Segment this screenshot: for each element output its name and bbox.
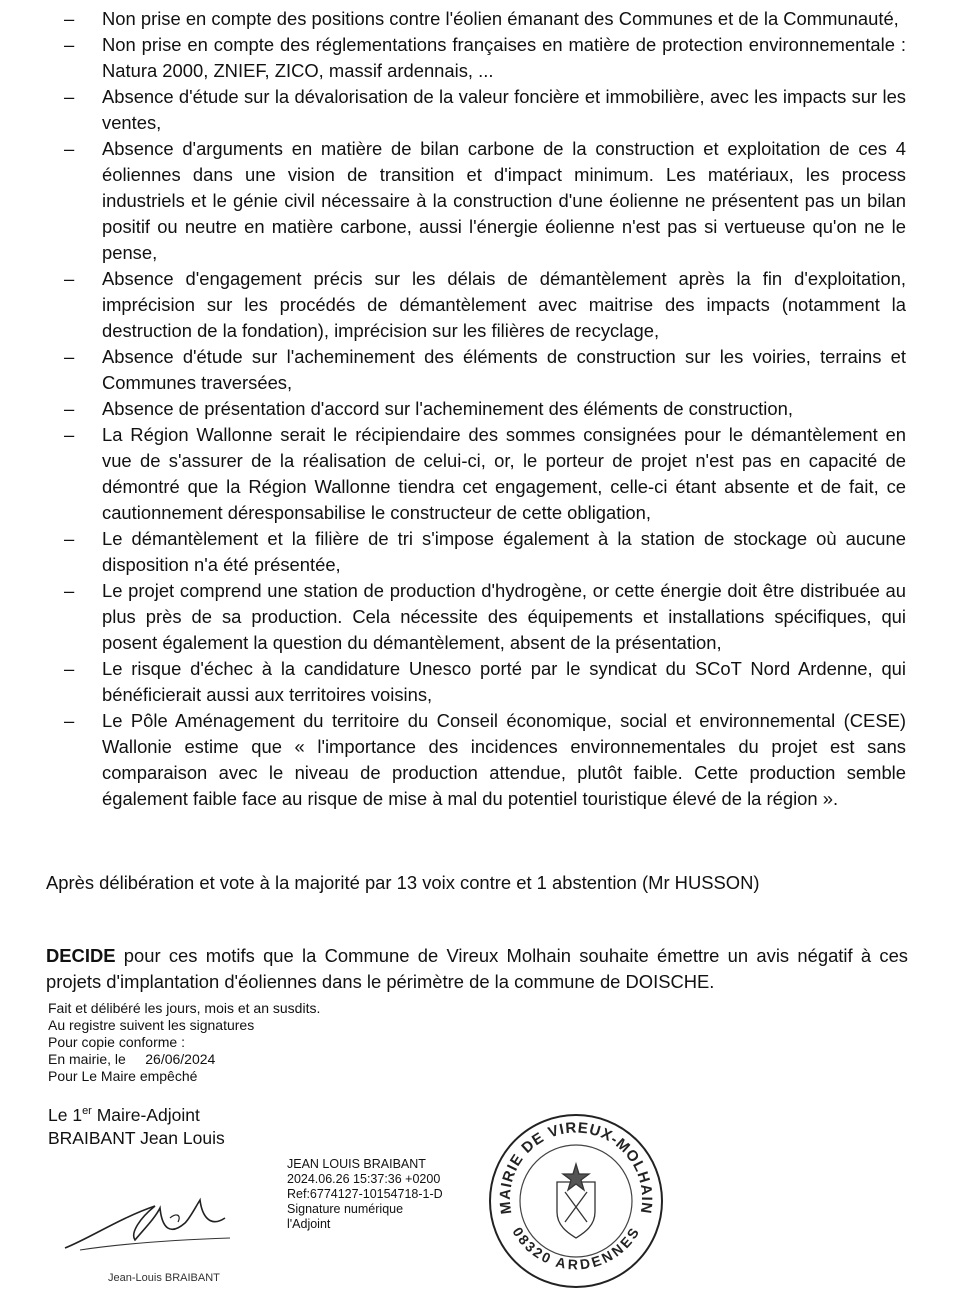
decision-paragraph [46, 943, 908, 995]
list-item [64, 578, 906, 656]
list-item-text: Absence d'étude sur la dévalorisation de la valeur foncière et immobilière, avec les impacts sur les ventes, [102, 86, 906, 133]
list-item [64, 32, 906, 84]
list-item-text: Non prise en compte des positions contre l'éolien émanant des Communes et de la Communauté, [102, 8, 899, 29]
bullet-dash: – [64, 528, 75, 549]
signatory-block [48, 1100, 225, 1150]
signatory-title-sup: er [82, 1105, 92, 1117]
bullet-dash: – [64, 86, 75, 107]
list-item [64, 6, 906, 32]
bullet-dash: – [64, 268, 75, 289]
closing-line: Au registre suivent les signatures [48, 1017, 255, 1033]
closing-line: Pour copie conforme : [48, 1034, 185, 1050]
bullet-dash: – [64, 34, 75, 55]
municipal-stamp [487, 1112, 665, 1290]
bullet-dash: – [64, 346, 75, 367]
list-item-text: Le projet comprend une station de production d'hydrogène, or cette énergie doit être distribuée au plus près de sa production. Cela nécessite des équipements et installations spécifiques, qui posent également la question du démantèlement, absent de la présentation, [102, 580, 906, 653]
decision-keyword: DECIDE [46, 945, 116, 967]
signatory-name: BRAIBANT Jean Louis [48, 1127, 225, 1148]
signatory-title-prefix: Le 1 [48, 1104, 83, 1125]
list-item [64, 526, 906, 578]
list-item-text: Non prise en compte des réglementations françaises en matière de protection environnementale : Natura 2000, ZNIEF, ZICO, massif ardennais, ... [102, 34, 906, 81]
digital-timestamp: 2024.06.26 15:37:36 +0200 [287, 1172, 441, 1186]
bullet-dash: – [64, 398, 75, 419]
decision-text: pour ces motifs que la Commune de Vireux Molhain souhaite émettre un avis négatif à ces projets d'implantation d'éoliennes dans le périmètre de la commune de DOISCHE. [46, 945, 908, 993]
handwritten-signature [60, 1178, 240, 1258]
bullet-dash: – [64, 138, 75, 159]
list-item-text: Absence d'étude sur l'acheminement des éléments de construction sur les voiries, terrains et Communes traversées, [102, 346, 906, 393]
list-item-text: Absence d'arguments en matière de bilan carbone de la construction et exploitation de ces 4 éoliennes dans une vision de transition et d'impact minimum. Les matériaux, les process industriels et le génie civil nécessaire à la construction d'une éolienne ne présentent pas un bilan positif ou neutre en matière carbone, aussi l'énergie éolienne n'est pas si vertueuse qu'on ne le pense, [102, 138, 906, 263]
list-item [64, 344, 906, 396]
digital-signature [287, 1157, 443, 1232]
list-item [64, 266, 906, 344]
vote-result: Après délibération et vote à la majorité par 13 voix contre et 1 abstention (Mr HUSSON) [46, 872, 760, 893]
signature-caption: Jean-Louis BRAIBANT [108, 1272, 220, 1284]
closing-line: Fait et délibéré les jours, mois et an susdits. [48, 1000, 321, 1016]
bullet-dash: – [64, 658, 75, 679]
bullet-dash: – [64, 710, 75, 731]
digital-role: l'Adjoint [287, 1217, 331, 1231]
coat-of-arms-icon [557, 1164, 595, 1238]
digital-label: Signature numérique [287, 1202, 404, 1216]
list-item [64, 84, 906, 136]
list-item-text: Absence de présentation d'accord sur l'acheminement des éléments de construction, [102, 398, 793, 419]
bullet-dash: – [64, 424, 75, 445]
list-item-text: Le Pôle Aménagement du territoire du Conseil économique, social et environnemental (CESE) Wallonie estime que « l'importance des incidences environnementales du projet est sans comparaison avec le niveau de production attendue, plutôt faible. Cette production semble également faible face au risque de mise à mal du potentiel touristique élevé de la région ». [102, 710, 906, 809]
list-item-text: Le risque d'échec à la candidature Unesco porté par le syndicat du SCoT Nord Ardenne, qui bénéficierait aussi aux territoires voisins, [102, 658, 906, 705]
closing-line: Pour Le Maire empêché [48, 1068, 198, 1084]
signatory-title-suffix: Maire-Adjoint [91, 1104, 200, 1125]
stamp-bottom-text: 08320 ARDENNES [509, 1224, 643, 1273]
list-item-text: Le démantèlement et la filière de tri s'impose également à la station de stockage où aucune disposition n'a été présentée, [102, 528, 906, 575]
bullet-dash: – [64, 580, 75, 601]
list-item-text: Absence d'engagement précis sur les délais de démantèlement après la fin d'exploitation, imprécision sur les procédés de démantèlement avec maitrise des impacts (notamment la destruction de la fondation), imprécision sur les filières de recyclage, [102, 268, 906, 341]
list-item [64, 396, 906, 422]
digital-signer-name: JEAN LOUIS BRAIBANT [287, 1157, 426, 1171]
objections-list [64, 6, 906, 812]
digital-reference: Ref:6774127-10154718-1-D [287, 1187, 443, 1201]
list-item [64, 656, 906, 708]
stamp-top-text: MAIRIE DE VIREUX-MOLHAIN [496, 1119, 656, 1216]
list-item [64, 422, 906, 526]
closing-date: En mairie, le 26/06/2024 [48, 1051, 216, 1067]
list-item [64, 136, 906, 266]
closing-block [48, 1000, 320, 1085]
signatory-title [48, 1100, 225, 1127]
bullet-dash: – [64, 8, 75, 29]
list-item-text: La Région Wallonne serait le récipiendaire des sommes consignées pour le démantèlement en vue de s'assurer de la réalisation de celui-ci, or, le porteur de projet n'est pas en capacité de démontré que la Région Wallonne tiendra cet engagement, celle-ci étant absente et de fait, ce cautionnement déresponsabilise le constructeur de cette obligation, [102, 424, 906, 523]
list-item [64, 708, 906, 812]
